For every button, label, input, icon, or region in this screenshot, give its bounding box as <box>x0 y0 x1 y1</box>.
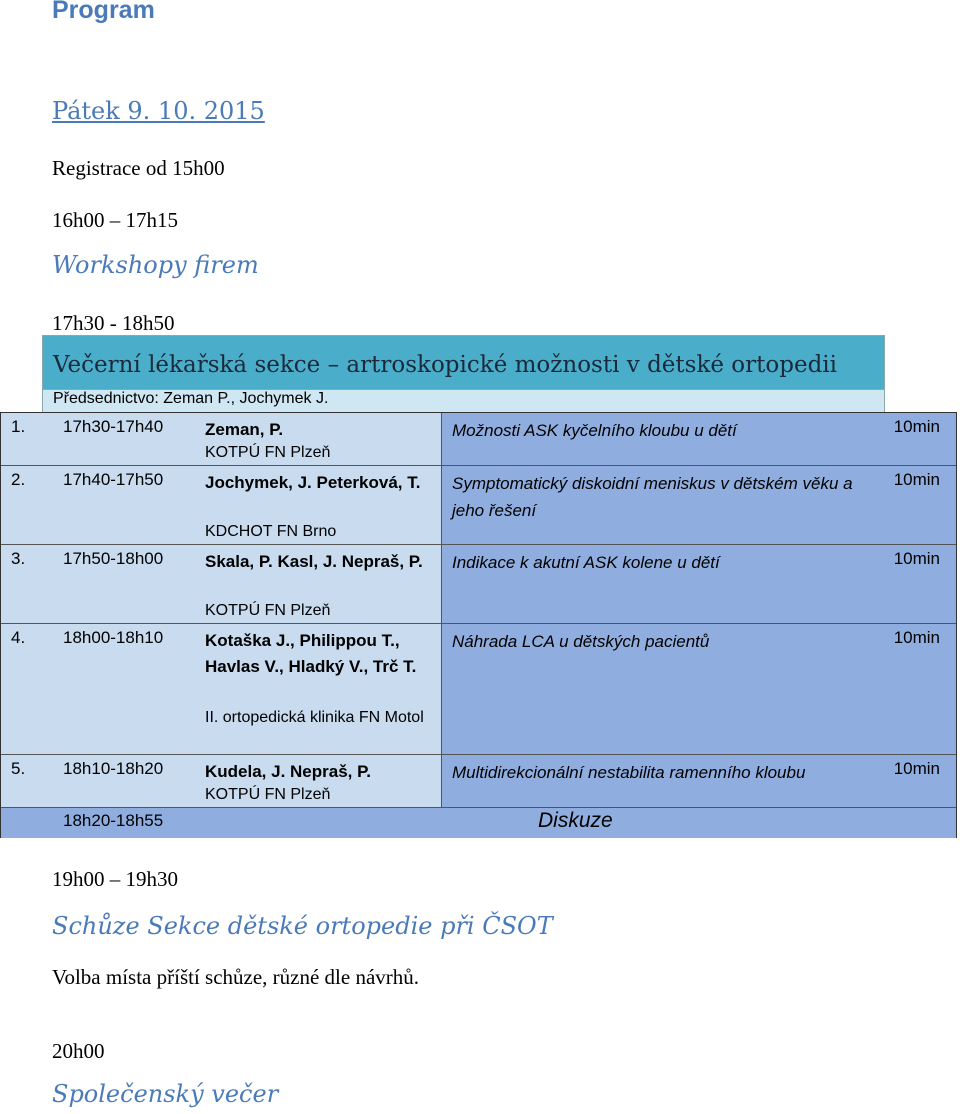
talk-institution: KOTPÚ FN Plzeň <box>205 602 331 619</box>
talk-topic-cell <box>441 413 956 465</box>
talk-topic: Symptomatický diskoidní meniskus v dětském věku a jeho řešení <box>452 474 853 520</box>
talk-time: 18h10-18h20 <box>63 759 164 778</box>
page-title: Program <box>52 0 155 24</box>
talk-speaker: Jochymek, J. Peterková, T. <box>205 473 421 492</box>
talk-institution: KOTPÚ FN Plzeň <box>205 786 331 803</box>
talk-speaker: Zeman, P. <box>205 420 284 439</box>
session-header <box>42 335 885 391</box>
talk-duration: 10min <box>893 759 940 778</box>
session-chair: Předsednictvo: Zeman P., Jochymek J. <box>53 390 329 407</box>
talk-institution: KDCHOT FN Brno <box>205 523 337 540</box>
session-chair-bar <box>42 389 885 413</box>
talk-topic: Možnosti ASK kyčelního kloubu u dětí <box>452 421 737 440</box>
meeting-time: 19h00 – 19h30 <box>52 867 178 891</box>
talk-number: 3. <box>11 549 26 568</box>
session-time: 17h30 - 18h50 <box>52 311 175 335</box>
talk-speaker: Kotaška J., Philippou T., Havlas V., Hladký V., Trč T. <box>205 631 417 676</box>
talk-institution: II. ortopedická klinika FN Motol <box>205 709 424 726</box>
meeting-heading: Schůze Sekce dětské ortopedie při ČSOT <box>52 912 553 940</box>
program-table <box>0 412 957 838</box>
talk-time: 17h40-17h50 <box>63 470 164 489</box>
talk-number: 5. <box>11 759 26 778</box>
talk-number: 1. <box>11 417 26 436</box>
session-title: Večerní lékařská sekce – artroskopické možnosti v dětské ortopedii <box>53 352 838 378</box>
talk-info-cell <box>1 755 441 807</box>
talk-number: 4. <box>11 628 26 647</box>
table-row <box>1 545 956 623</box>
talk-number: 2. <box>11 470 26 489</box>
talk-time: 17h50-18h00 <box>63 549 164 568</box>
meeting-note: Volba místa příští schůze, různé dle návrhů. <box>52 965 420 989</box>
evening-heading: Společenský večer <box>52 1080 279 1108</box>
workshop-heading: Workshopy firem <box>52 251 259 279</box>
talk-time: 17h30-17h40 <box>63 417 164 436</box>
discussion-row <box>1 808 956 838</box>
talk-duration: 10min <box>893 628 940 647</box>
talk-institution: KOTPÚ FN Plzeň <box>205 444 331 461</box>
talk-topic-cell <box>441 545 956 623</box>
talk-topic: Náhrada LCA u dětských pacientů <box>452 632 710 651</box>
day-heading-text: Pátek 9. 10. 2015 <box>52 97 265 125</box>
talk-info-cell <box>1 466 441 544</box>
talk-topic-cell <box>441 624 956 754</box>
evening-time: 20h00 <box>52 1039 105 1063</box>
talk-duration: 10min <box>893 470 940 489</box>
table-row <box>1 755 956 807</box>
table-row <box>1 624 956 754</box>
talk-topic-cell <box>441 755 956 807</box>
talk-info-cell <box>1 624 441 754</box>
talk-topic-cell <box>441 466 956 544</box>
discussion-label: Diskuze <box>538 809 613 832</box>
talk-topic: Indikace k akutní ASK kolene u dětí <box>452 553 720 572</box>
talk-speaker: Skala, P. Kasl, J. Nepraš, P. <box>205 552 423 571</box>
talk-info-cell <box>1 545 441 623</box>
talk-duration: 10min <box>893 417 940 436</box>
day-heading <box>52 97 265 125</box>
talk-topic: Multidirekcionální nestabilita ramenního kloubu <box>452 763 806 782</box>
talk-info-cell <box>1 413 441 465</box>
talk-time: 18h00-18h10 <box>63 628 164 647</box>
workshop-time: 16h00 – 17h15 <box>52 208 178 232</box>
discussion-time: 18h20-18h55 <box>63 811 164 830</box>
table-row <box>1 413 956 465</box>
registration-text: Registrace od 15h00 <box>52 156 225 180</box>
talk-speaker: Kudela, J. Nepraš, P. <box>205 762 371 781</box>
table-row <box>1 466 956 544</box>
talk-duration: 10min <box>893 549 940 568</box>
